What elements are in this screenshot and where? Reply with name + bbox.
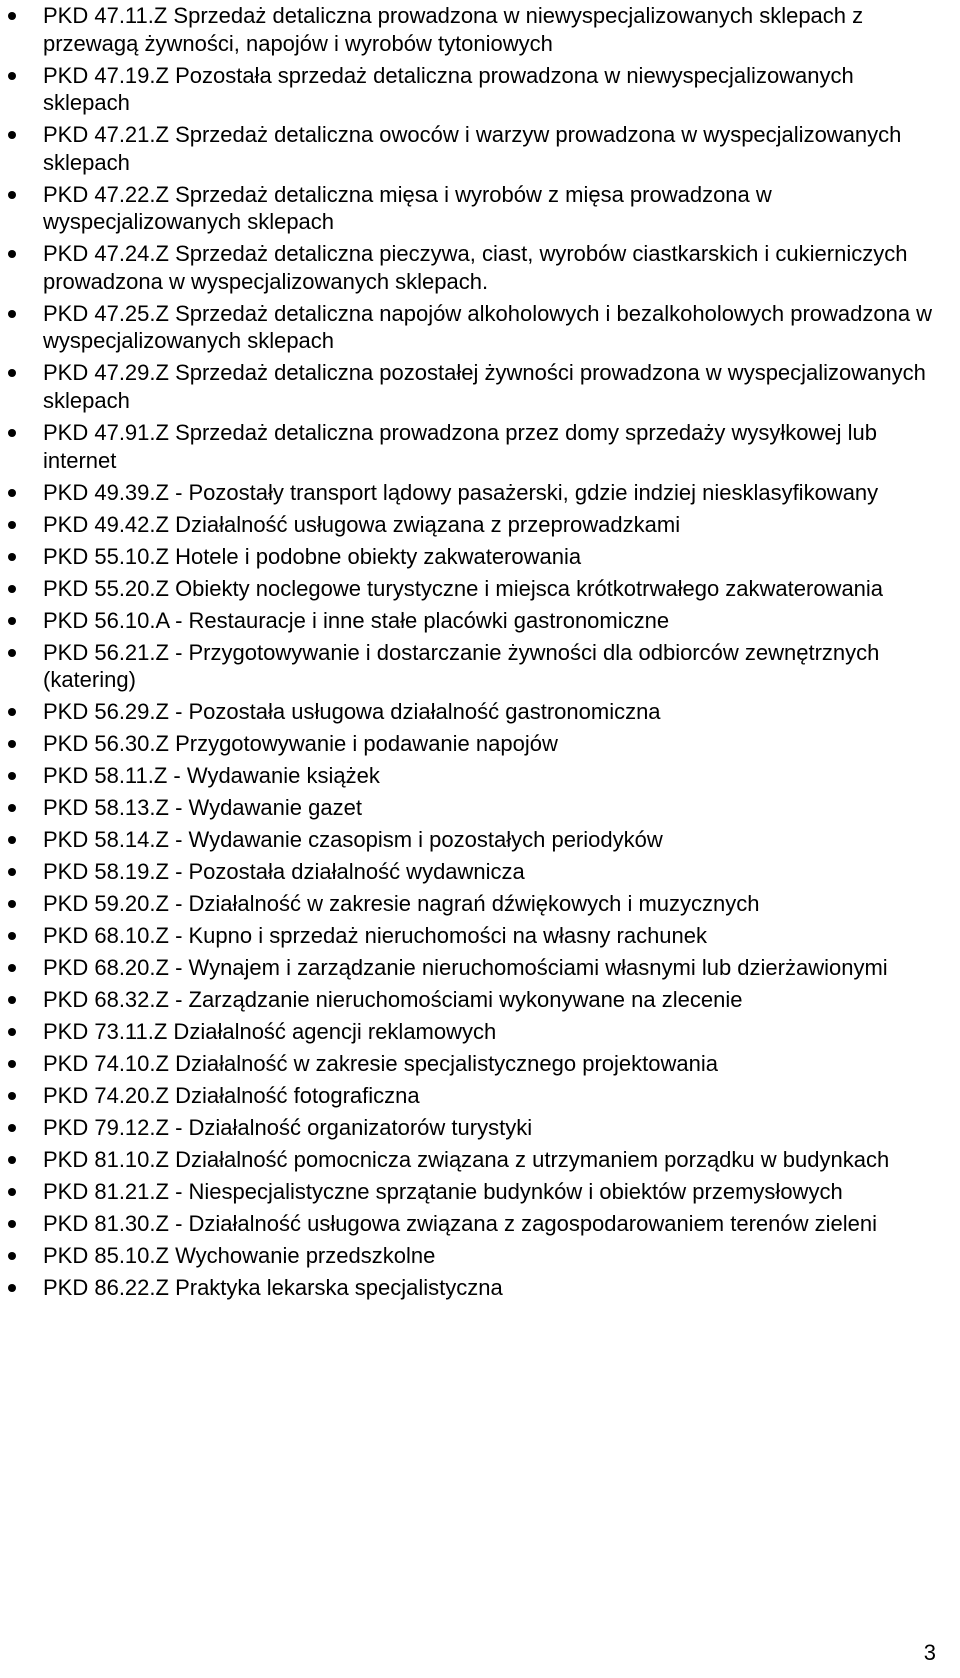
list-item-text: PKD 47.29.Z Sprzedaż detaliczna pozostałej żywności prowadzona w wyspecjalizowanych sklepach [43,360,926,414]
list-item [43,954,943,982]
list-item-text: PKD 47.21.Z Sprzedaż detaliczna owoców i warzyw prowadzona w wyspecjalizowanych sklepach [43,122,902,175]
list-item [43,986,943,1014]
list-item-text: PKD 74.20.Z Działalność fotograficzna [43,1082,420,1108]
bullet-icon [8,868,16,876]
bullet-icon [8,900,16,908]
list-item [43,359,943,414]
list-item-text: PKD 58.11.Z - Wydawanie książek [43,763,380,789]
list-item-text: PKD 81.30.Z - Działalność usługowa związana z zagospodarowaniem terenów zieleni [43,1210,877,1236]
bullet-icon [8,772,16,780]
list-item [43,300,943,355]
list-item [43,890,943,918]
bullet-icon [8,932,16,940]
list-item-text: PKD 49.39.Z - Pozostały transport lądowy pasażerski, gdzie indziej niesklasyfikowany [43,479,879,505]
bullet-icon [8,1188,16,1196]
list-item-text: PKD 74.10.Z Działalność w zakresie specjalistycznego projektowania [43,1050,718,1076]
pkd-code-list [43,2,943,1306]
list-item-text: PKD 47.25.Z Sprzedaż detaliczna napojów alkoholowych i bezalkoholowych prowadzona w wyspecjalizowanych sklepach [43,300,933,354]
bullet-icon [8,131,16,139]
list-item-text: PKD 81.21.Z - Niespecjalistyczne sprzątanie budynków i obiektów przemysłowych [43,1178,843,1204]
list-item-text: PKD 58.13.Z - Wydawanie gazet [43,795,362,821]
bullet-icon [8,1284,16,1292]
bullet-icon [8,1060,16,1068]
bullet-icon [8,1220,16,1228]
list-item [43,858,943,886]
bullet-icon [8,489,16,497]
bullet-icon [8,1156,16,1164]
list-item [43,511,943,539]
list-item [43,607,943,635]
list-item [43,479,943,507]
list-item [43,639,943,694]
list-item-text: PKD 85.10.Z Wychowanie przedszkolne [43,1242,436,1268]
bullet-icon [8,804,16,812]
bullet-icon [8,585,16,593]
list-item-text: PKD 56.10.A - Restauracje i inne stałe placówki gastronomiczne [43,607,670,633]
list-item-text: PKD 56.30.Z Przygotowywanie i podawanie napojów [43,731,558,757]
bullet-icon [8,708,16,716]
bullet-icon [8,964,16,972]
list-item [43,826,943,854]
bullet-icon [8,521,16,529]
list-item [43,121,943,176]
list-item [43,419,943,474]
bullet-icon [8,1124,16,1132]
list-item [43,2,943,57]
list-item-text: PKD 47.91.Z Sprzedaż detaliczna prowadzona przez domy sprzedaży wysyłkowej lub internet [43,420,877,473]
list-item [43,181,943,236]
list-item [43,1018,943,1046]
list-item-text: PKD 58.19.Z - Pozostała działalność wydawnicza [43,859,525,885]
list-item-text: PKD 49.42.Z Działalność usługowa związana z przeprowadzkami [43,511,681,537]
list-item [43,543,943,571]
list-item-text: PKD 55.20.Z Obiekty noclegowe turystyczne i miejsca krótkotrwałego zakwaterowania [43,575,884,601]
list-item [43,794,943,822]
bullet-icon [8,250,16,258]
list-item [43,1178,943,1206]
list-item-text: PKD 47.24.Z Sprzedaż detaliczna pieczywa, ciast, wyrobów ciastkarskich i cukierniczych prowadzona w wyspecjalizowanych sklepach. [43,241,908,294]
list-item-text: PKD 47.11.Z Sprzedaż detaliczna prowadzona w niewyspecjalizowanych sklepach z przewagą żywności, napojów i wyrobów tytoniowych [43,3,864,56]
page-number: 3 [923,1640,936,1665]
list-item-text: PKD 58.14.Z - Wydawanie czasopism i pozostałych periodyków [43,827,663,853]
list-item [43,1146,943,1174]
bullet-icon [8,1092,16,1100]
list-item-text: PKD 73.11.Z Działalność agencji reklamowych [43,1018,497,1044]
list-item [43,922,943,950]
list-item [43,698,943,726]
list-item [43,1050,943,1078]
bullet-icon [8,12,16,20]
list-item-text: PKD 68.20.Z - Wynajem i zarządzanie nieruchomościami własnymi lub dzierżawionymi [43,955,888,980]
list-item-text: PKD 81.10.Z Działalność pomocnicza związana z utrzymaniem porządku w budynkach [43,1146,890,1172]
list-item [43,1274,943,1302]
list-item [43,730,943,758]
list-item [43,240,943,295]
bullet-icon [8,617,16,625]
list-item [43,575,943,603]
list-item-text: PKD 68.10.Z - Kupno i sprzedaż nieruchomości na własny rachunek [43,923,708,949]
list-item-text: PKD 47.22.Z Sprzedaż detaliczna mięsa i wyrobów z mięsa prowadzona w wyspecjalizowanych sklepach [43,181,772,235]
bullet-icon [8,740,16,748]
list-item-text: PKD 79.12.Z - Działalność organizatorów turystyki [43,1114,533,1140]
bullet-icon [8,429,16,437]
list-item-text: PKD 86.22.Z Praktyka lekarska specjalistyczna [43,1274,503,1300]
list-item [43,1082,943,1110]
bullet-icon [8,1028,16,1036]
list-item-text: PKD 56.29.Z - Pozostała usługowa działalność gastronomiczna [43,699,661,725]
list-item-text: PKD 59.20.Z - Działalność w zakresie nagrań dźwiękowych i muzycznych [43,891,760,917]
list-item-text: PKD 68.32.Z - Zarządzanie nieruchomościami wykonywane na zlecenie [43,986,743,1012]
bullet-icon [8,72,16,80]
bullet-icon [8,369,16,377]
list-item-text: PKD 55.10.Z Hotele i podobne obiekty zakwaterowania [43,543,582,569]
list-item-text: PKD 47.19.Z Pozostała sprzedaż detaliczna prowadzona w niewyspecjalizowanych sklepach [43,62,854,116]
list-item-text: PKD 56.21.Z - Przygotowywanie i dostarczanie żywności dla odbiorców zewnętrznych (katering) [43,639,880,693]
bullet-icon [8,1252,16,1260]
bullet-icon [8,649,16,657]
list-item [43,1210,943,1238]
bullet-icon [8,310,16,318]
list-item [43,1114,943,1142]
list-item [43,1242,943,1270]
bullet-icon [8,553,16,561]
list-item [43,62,943,117]
bullet-icon [8,191,16,199]
bullet-icon [8,836,16,844]
list-item [43,762,943,790]
bullet-icon [8,996,16,1004]
